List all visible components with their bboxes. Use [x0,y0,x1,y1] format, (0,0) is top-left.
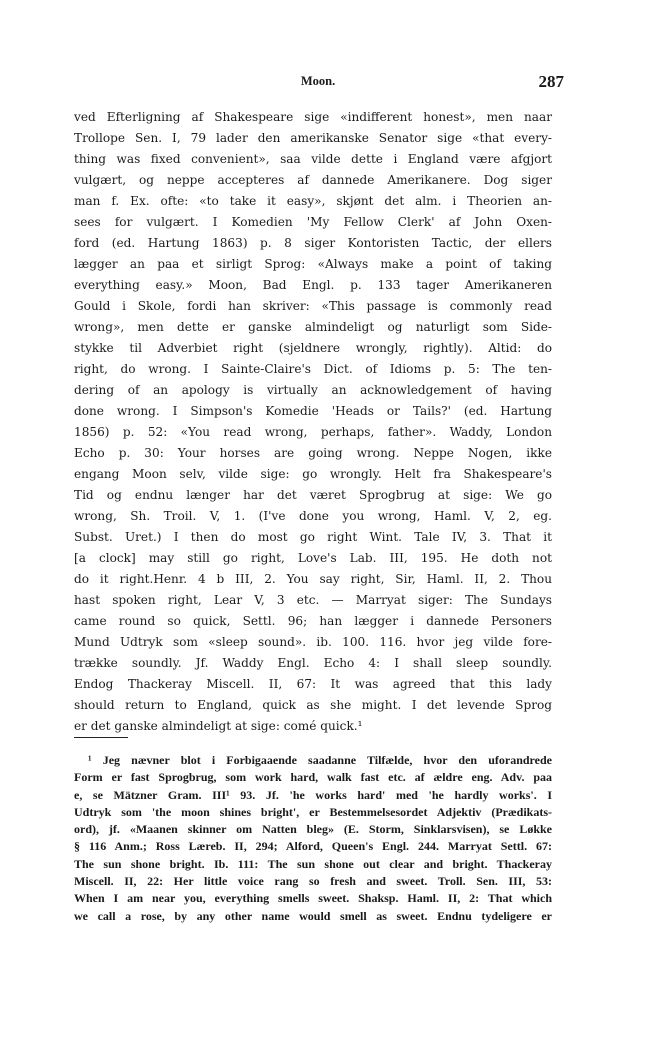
body-line: Subst. Uret.) I then do most go right Wint. Tale IV, 3. That it [74,530,552,544]
body-line: ved Efterligning af Shakespeare sige «indifferent honest», men naar [74,110,552,124]
footnote-line: ord), jf. «Maanen skinner om Natten bleg» (E. Storm, Sinklarsvisen), se Løkke [74,822,552,837]
body-line: everything easy.» Moon, Bad Engl. p. 133 tager Amerikaneren [74,278,552,292]
footnote-line: Form er fast Sprogbrug, som work hard, walk fast etc. af ældre eng. Adv. paa [74,770,552,785]
footnote-line: we call a rose, by any other name would smell as sweet. Endnu tydeligere er [74,908,552,923]
body-line: Gould i Skole, fordi han skriver: «This passage is commonly read [74,299,552,313]
body-line: 1856) p. 52: «You read wrong, perhaps, father». Waddy, London [74,425,552,439]
body-line: stykke til Adverbiet right (sjeldnere wrongly, rightly). Altid: do [74,341,552,355]
page-number: 287 [538,72,564,91]
body-line: wrong», men dette er ganske almindeligt og naturligt som Side- [74,320,552,334]
body-line: Trollope Sen. I, 79 lader den amerikanske Senator sige «that every- [74,131,552,145]
footnote-line: Miscell. II, 22: Her little voice rang so fresh and sweet. Troll. Sen. III, 53: [74,874,552,889]
running-title: Moon. [300,74,336,88]
footnote [74,752,552,925]
body-line: right, do wrong. I Sainte-Claire's Dict. of Idioms p. 5: The ten- [74,362,552,376]
body-line: vulgært, og neppe accepteres af dannede Amerikanere. Dog siger [74,173,552,187]
body-line: trække soundly. Jf. Waddy Engl. Echo 4: I shall sleep soundly. [74,656,552,670]
body-line: ford (ed. Hartung 1863) p. 8 siger Kontoristen Tactic, der ellers [74,236,552,250]
body-line: Tid og endnu længer har det været Sprogbrug at sige: We go [74,488,552,502]
body-text [74,107,552,737]
body-line: sees for vulgært. I Komedien 'My Fellow Clerk' af John Oxen- [74,215,552,229]
body-line: should return to England, quick as she might. I det levende Sprog [74,698,552,712]
body-line: lægger an paa et sirligt Sprog: «Always make a point of taking [74,257,552,271]
footnote-line: ¹ Jeg nævner blot i Forbigaaende saadanne Tilfælde, hvor den uforandrede [88,753,552,767]
body-line: done wrong. I Simpson's Komedie 'Heads or Tails?' (ed. Hartung [74,404,552,418]
footnote-divider [74,737,128,738]
footnote-line: e, se Mätzner Gram. III¹ 93. Jf. 'he works hard' med 'he hardly works'. I [74,787,552,802]
body-line: er det ganske almindeligt at sige: comé quick.¹ [74,719,363,733]
footnote-line: When I am near you, everything smells sweet. Shaksp. Haml. II, 2: That which [74,891,552,906]
body-line: do it right.Henr. 4 b III, 2. You say right, Sir, Haml. II, 2. Thou [74,572,552,586]
body-line: Echo p. 30: Your horses are going wrong. Neppe Nogen, ikke [74,446,552,460]
footnote-line: Udtryk som 'the moon shines bright', er Bestemmelsesordet Adjektiv (Prædikats- [74,804,552,819]
footnote-line: The sun shone bright. Ib. 111: The sun shone out clear and bright. Thackeray [74,856,552,871]
body-line: dering of an apology is virtually an acknowledgement of having [74,383,552,397]
body-line: engang Moon selv, vilde sige: go wrongly. Helt fra Shakespeare's [74,467,552,481]
body-line: man f. Ex. ofte: «to take it easy», skjønt det alm. i Theorien an- [74,194,552,208]
footnote-line: § 116 Anm.; Ross Læreb. II, 294; Alford, Queen's Engl. 244. Marryat Settl. 67: [74,839,552,854]
body-line: came round so quick, Settl. 96; han lægger i dannede Personers [74,614,552,628]
body-line: wrong, Sh. Troil. V, 1. (I've done you wrong, Haml. V, 2, eg. [74,509,552,523]
body-line: [a clock] may still go right, Love's Lab. III, 195. He doth not [74,551,552,565]
body-line: thing was fixed convenient», saa vilde dette i England være afgjort [74,152,552,166]
body-line: Endog Thackeray Miscell. II, 67: It was agreed that this lady [74,677,552,691]
running-head [72,72,564,92]
body-line: hast spoken right, Lear V, 3 etc. — Marryat siger: The Sundays [74,593,552,607]
body-line: Mund Udtryk som «sleep sound». ib. 100. 116. hvor jeg vilde fore- [74,635,552,649]
